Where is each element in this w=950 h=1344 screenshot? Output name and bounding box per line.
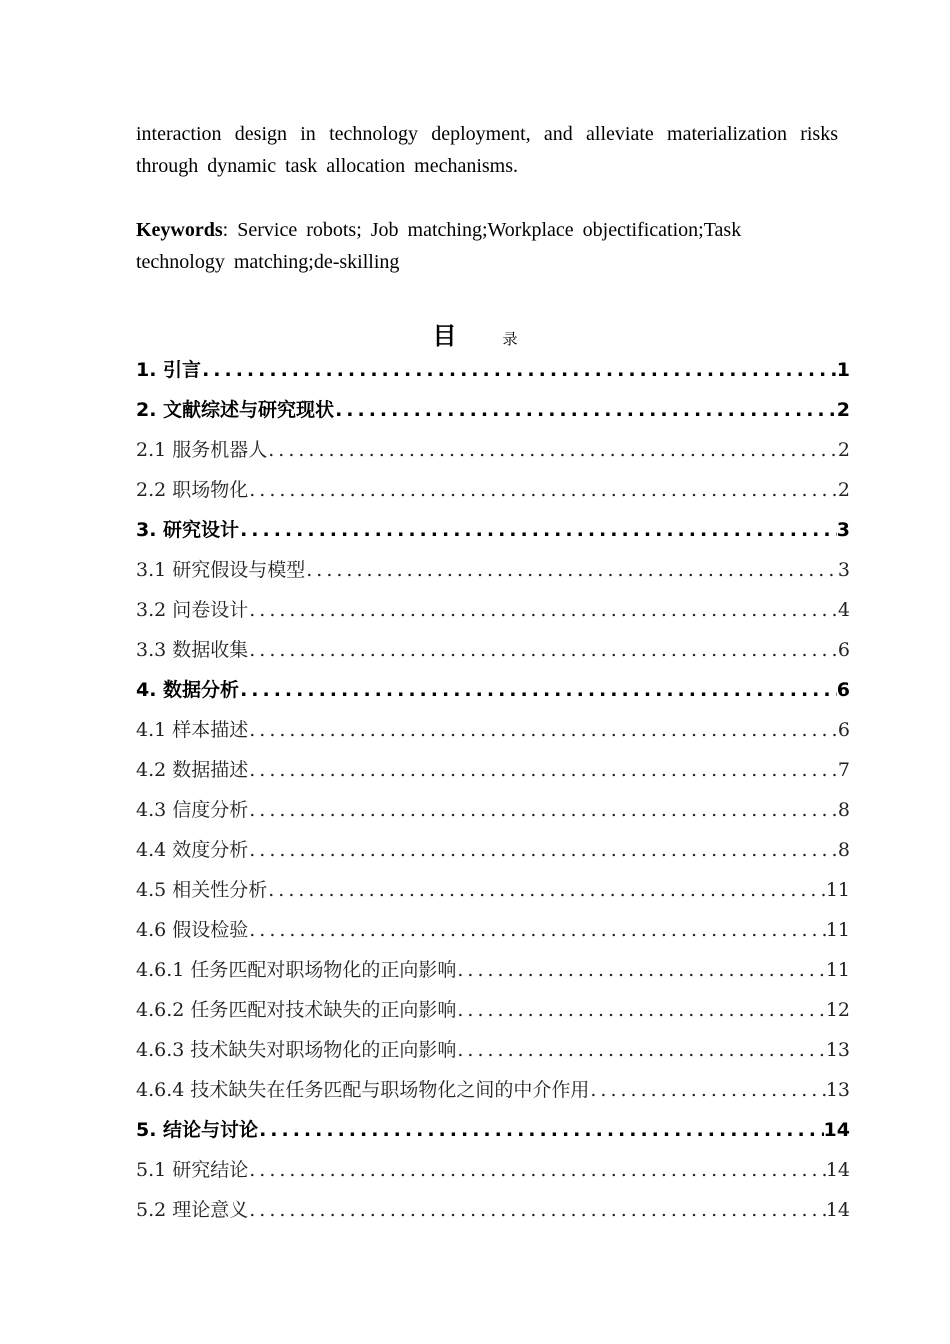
toc-entry[interactable] <box>136 470 850 510</box>
toc-dot-leader <box>589 1070 825 1110</box>
toc-entry-title: 4.3 信度分析 <box>136 799 249 821</box>
table-of-contents <box>136 350 850 1230</box>
toc-entry[interactable] <box>136 430 850 470</box>
toc-entry-page: 14 <box>823 1119 850 1141</box>
toc-entry[interactable] <box>136 910 850 950</box>
toc-entry-page: 11 <box>825 959 850 981</box>
keywords-separator: : <box>222 219 229 241</box>
toc-dot-leader <box>248 1190 826 1230</box>
toc-entry-title: 1. 引言 <box>136 359 202 381</box>
toc-entry-title: 4. 数据分析 <box>136 679 240 701</box>
toc-entry-title: 4.4 效度分析 <box>136 839 249 861</box>
toc-entry[interactable] <box>136 550 850 590</box>
toc-entry-page: 8 <box>837 799 850 821</box>
toc-entry-title: 5.1 研究结论 <box>136 1159 249 1181</box>
toc-entry-page: 6 <box>837 639 850 661</box>
toc-entry[interactable] <box>136 590 850 630</box>
toc-entry-page: 11 <box>825 879 850 901</box>
toc-entry-title: 3.2 问卷设计 <box>136 599 249 621</box>
toc-entry-page: 13 <box>825 1039 850 1061</box>
toc-entry-page: 6 <box>836 679 850 701</box>
toc-entry-page: 11 <box>825 919 850 941</box>
toc-entry[interactable] <box>136 1070 850 1110</box>
toc-entry-title: 4.6.2 任务匹配对技术缺失的正向影响 <box>136 999 457 1021</box>
toc-entry-title: 4.6.3 技术缺失对职场物化的正向影响 <box>136 1039 457 1061</box>
toc-dot-leader <box>305 550 838 590</box>
toc-dot-leader <box>248 750 838 790</box>
toc-entry-page: 2 <box>836 399 850 421</box>
keywords-text: Service robots; Job matching;Workplace objectification;Task technology matching;de-skilling <box>136 219 742 273</box>
toc-entry-title: 3. 研究设计 <box>136 519 240 541</box>
toc-entry-page: 12 <box>825 999 850 1021</box>
toc-entry-page: 7 <box>837 759 850 781</box>
toc-entry-title: 3.3 数据收集 <box>136 639 249 661</box>
toc-dot-leader <box>248 1150 826 1190</box>
toc-entry[interactable] <box>136 1110 850 1150</box>
toc-entry[interactable] <box>136 1030 850 1070</box>
toc-dot-leader <box>248 830 838 870</box>
toc-dot-leader <box>456 950 825 990</box>
toc-entry-page: 3 <box>837 559 850 581</box>
toc-dot-leader <box>334 390 837 430</box>
toc-entry-title: 2.1 服务机器人 <box>136 439 268 461</box>
toc-entry-title: 2.2 职场物化 <box>136 479 249 501</box>
toc-dot-leader <box>456 1030 825 1070</box>
toc-title-sub: 录 <box>502 330 518 348</box>
toc-entry[interactable] <box>136 670 850 710</box>
toc-dot-leader <box>248 590 838 630</box>
toc-title <box>0 316 950 351</box>
toc-entry[interactable] <box>136 790 850 830</box>
toc-entry[interactable] <box>136 1190 850 1230</box>
toc-entry[interactable] <box>136 1150 850 1190</box>
toc-entry-title: 4.6.1 任务匹配对职场物化的正向影响 <box>136 959 457 981</box>
toc-dot-leader <box>248 710 838 750</box>
toc-entry[interactable] <box>136 630 850 670</box>
toc-dot-leader <box>239 510 837 550</box>
toc-entry-page: 2 <box>837 439 850 461</box>
toc-entry-title: 4.6 假设检验 <box>136 919 249 941</box>
toc-entry[interactable] <box>136 830 850 870</box>
abstract-continuation: interaction design in technology deployment, and alleviate materialization risks through dynamic task allocation mechanisms. <box>136 123 838 177</box>
keywords-paragraph <box>136 214 816 278</box>
toc-title-main: 目 <box>432 322 457 350</box>
toc-entry[interactable] <box>136 510 850 550</box>
toc-entry-page: 3 <box>836 519 850 541</box>
toc-entry-title: 5. 结论与讨论 <box>136 1119 259 1141</box>
toc-entry-title: 4.5 相关性分析 <box>136 879 268 901</box>
toc-entry-title: 5.2 理论意义 <box>136 1199 249 1221</box>
toc-dot-leader <box>267 430 838 470</box>
toc-entry-page: 6 <box>837 719 850 741</box>
toc-dot-leader <box>248 790 838 830</box>
toc-dot-leader <box>239 670 837 710</box>
toc-entry[interactable] <box>136 990 850 1030</box>
toc-entry-page: 8 <box>837 839 850 861</box>
toc-dot-leader <box>248 910 826 950</box>
toc-entry[interactable] <box>136 390 850 430</box>
toc-entry-page: 2 <box>837 479 850 501</box>
toc-entry-page: 4 <box>837 599 850 621</box>
toc-entry-page: 1 <box>836 359 850 381</box>
toc-entry-page: 14 <box>825 1199 850 1221</box>
toc-dot-leader <box>248 630 838 670</box>
toc-entry-page: 13 <box>825 1079 850 1101</box>
toc-entry-title: 4.2 数据描述 <box>136 759 249 781</box>
toc-entry[interactable] <box>136 710 850 750</box>
toc-entry-title: 4.6.4 技术缺失在任务匹配与职场物化之间的中介作用 <box>136 1079 590 1101</box>
toc-entry-title: 2. 文献综述与研究现状 <box>136 399 335 421</box>
toc-dot-leader <box>201 350 837 390</box>
toc-entry-title: 3.1 研究假设与模型 <box>136 559 306 581</box>
toc-dot-leader <box>248 470 838 510</box>
toc-entry[interactable] <box>136 950 850 990</box>
toc-entry[interactable] <box>136 350 850 390</box>
toc-entry-page: 14 <box>825 1159 850 1181</box>
toc-dot-leader <box>258 1110 823 1150</box>
toc-dot-leader <box>456 990 825 1030</box>
keywords-label: Keywords <box>136 219 223 241</box>
toc-dot-leader <box>267 870 826 910</box>
toc-entry[interactable] <box>136 750 850 790</box>
toc-entry-title: 4.1 样本描述 <box>136 719 249 741</box>
toc-entry[interactable] <box>136 870 850 910</box>
